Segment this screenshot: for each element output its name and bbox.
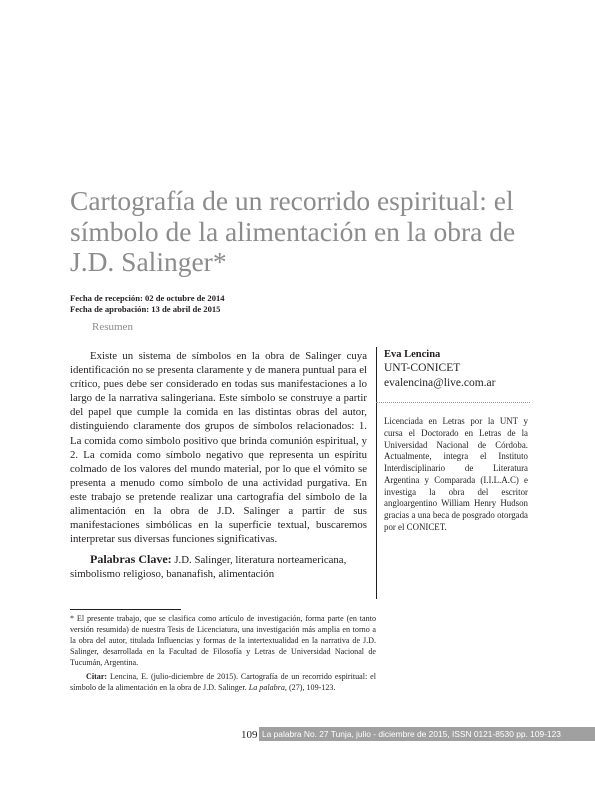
- abstract-text: Existe un sistema de símbolos en la obra de Salinger cuya identificación no se presenta claramente y de manera puntual para el crítico, pues debe ser considerado en todas sus manifestaciones a lo largo de la narrativa salingeriana. Este símbolo se construye a partir del papel que cumple la comida en las distintas obras del autor, distinguiendo claramente dos grupos de símbolos relacionados: 1. La comida como símbolo positivo que brinda comunión espiritual, y 2. La comida como símbolo negativo que representa un espíritu colmado de los valores del mundo material, por lo que el vómito se presenta a menudo como símbolo de una actividad purgativa. En este trabajo se pretende realizar una cartografía del símbolo de la alimentación en la obra de J.D. Salinger a partir de sus manifestaciones simbólicas en la superficie textual, buscaremos interpretar sus diversas funciones significativas.: [70, 350, 367, 546]
- citation-pages: , (27), 109-123.: [284, 682, 336, 692]
- approved-date: Fecha de aprobación: 13 de abril de 2015: [70, 304, 221, 314]
- citation-text: Lencina, E. (julio-diciembre de 2015). Cartografía de un recorrido espiritual: el símbolo de la alimentación en la obra de J.D. Salinger.: [70, 672, 376, 692]
- abstract-body: [70, 349, 367, 546]
- received-date: Fecha de recepción: 02 de octubre de 2014: [70, 293, 225, 303]
- footnote-rule: [70, 609, 181, 610]
- footnote: * El presente trabajo, que se clasifica como artículo de investigación, forma parte (en tanto versión resumida) de nuestra Tesis de Licenciatura, una investigación más amplia en torno a la obra del autor, titulada Influencias y formas de la intertextualidad en la narrativa de J.D. Salinger, desarrollada en la Facultad de Filosofía y Letras de Universidad Nacional de Tucumán, Argentina.: [70, 614, 376, 667]
- author-bio: Licenciada en Letras por la UNT y cursa el Doctorado en Letras de la Universidad Nacional de Córdoba. Actualmente, integra el Instituto Interdisciplinario de Literatura Argentina y Comparada (I.I.L.A.C) e investiga la obra del escritor angloargentino William Henry Hudson gracias a una beca de posgrado otorgada por el CONICET.: [384, 416, 528, 532]
- author-name: Eva Lencina: [384, 349, 441, 360]
- keywords-text: J.D. Salinger, literatura norteamericana, simbolismo religioso, bananafish, alimentación: [70, 554, 347, 581]
- article-dates: [70, 293, 370, 315]
- citation-label: Citar:: [86, 672, 108, 681]
- journal-info: La palabra No. 27 Tunja, julio - diciembre de 2015, ISSN 0121-8530 pp. 109-123: [262, 729, 561, 739]
- column-divider: [376, 347, 377, 599]
- article-title: Cartografía de un recorrido espiritual: el símbolo de la alimentación en la obra de J.D. Salinger*: [70, 185, 516, 277]
- citation: [70, 672, 376, 694]
- keywords-label: Palabras Clave:: [90, 552, 172, 566]
- author-institution: UNT-CONICET: [384, 362, 461, 374]
- author-separator: [376, 402, 530, 403]
- keywords: [70, 552, 367, 581]
- abstract-heading: Resumen: [92, 321, 133, 333]
- page-number: 109: [241, 729, 258, 741]
- author-email: evalencina@live.com.ar: [384, 377, 496, 389]
- citation-journal: La palabra: [248, 682, 285, 692]
